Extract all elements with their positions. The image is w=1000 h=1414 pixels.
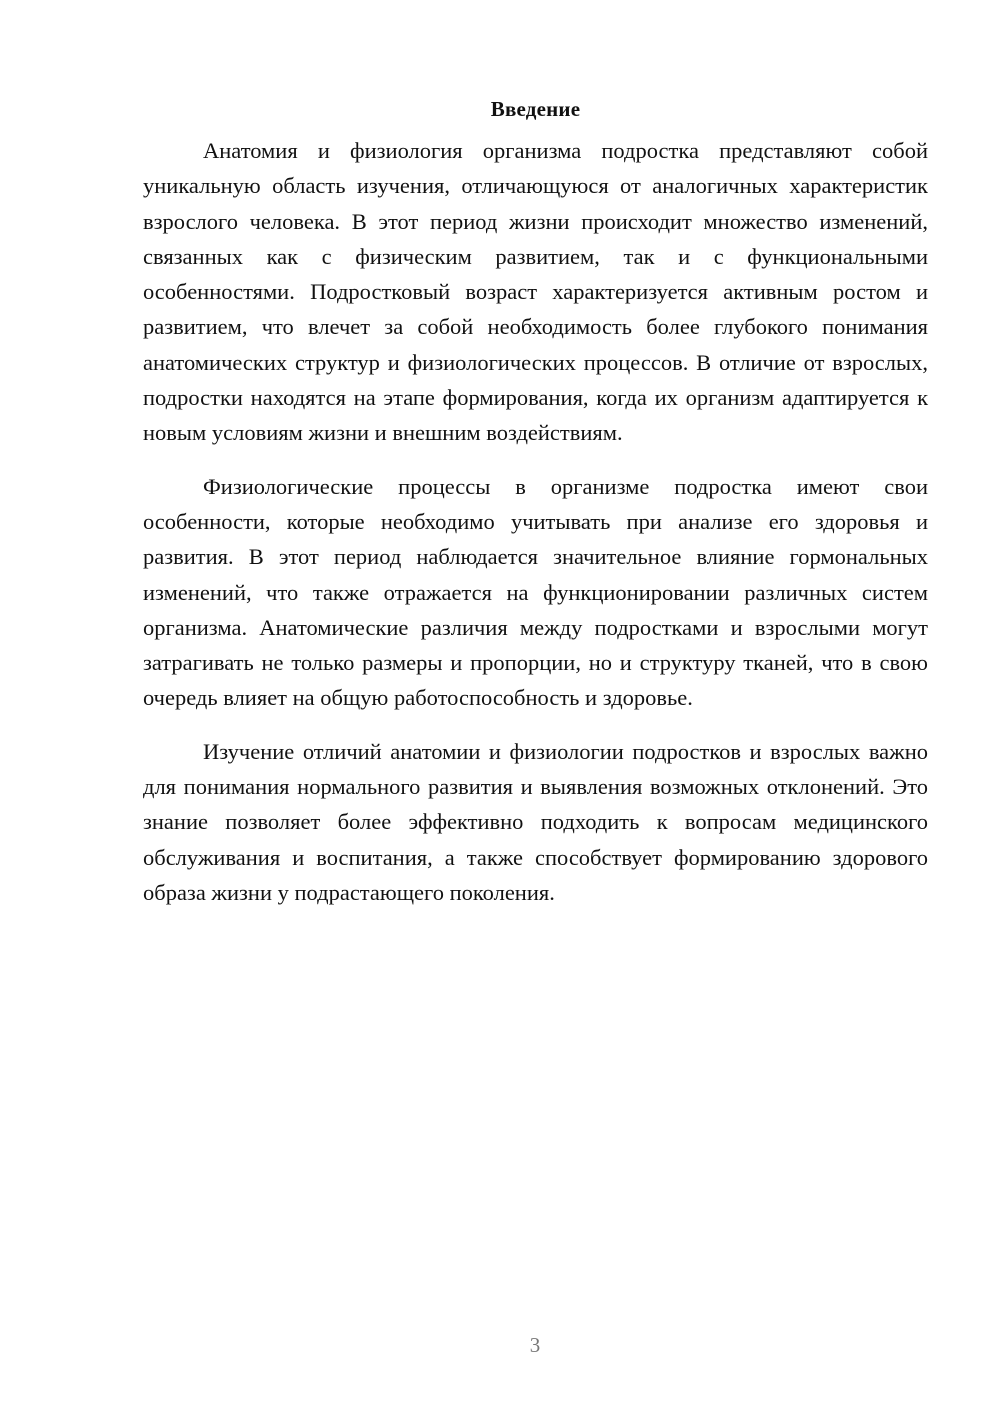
section-title: Введение xyxy=(490,97,581,121)
paragraph-2: Физиологические процессы в организме подростка имеют свои особенности, которые необходимо учитывать при анализе его здоровья и развития. В этот период наблюдается значительное влияние гормональных изменений, что также отражается на функционировании различных систем организма. Анатомические различия между подростками и взрослыми могут затрагивать не только размеры и пропорции, но и структуру тканей, что в свою очередь влияет на общую работоспособность и здоровье. xyxy=(143,473,928,711)
paragraph-1: Анатомия и физиология организма подростка представляют собой уникальную область изучения, отличающуюся от аналогичных характеристик взрослого человека. В этот период жизни происходит множество изменений, связанных как с физическим развитием, так и с функциональными особенностями. Подростковый возраст характеризуется активным ростом и развитием, что влечет за собой необходимость более глубокого понимания анатомических структур и физиологических процессов. В отличие от взрослых, подростки находятся на этапе формирования, когда их организм адаптируется к новым условиям жизни и внешним воздействиям. xyxy=(143,138,928,446)
paragraph-3: Изучение отличий анатомии и физиологии подростков и взрослых важно для понимания нормального развития и выявления возможных отклонений. Это знание позволяет более эффективно подходить к вопросам медицинского обслуживания и воспитания, а также способствует формированию здорового образа жизни у подрастающего поколения. xyxy=(143,738,928,905)
document-body xyxy=(143,92,928,928)
page-number: 3 xyxy=(529,1333,541,1357)
